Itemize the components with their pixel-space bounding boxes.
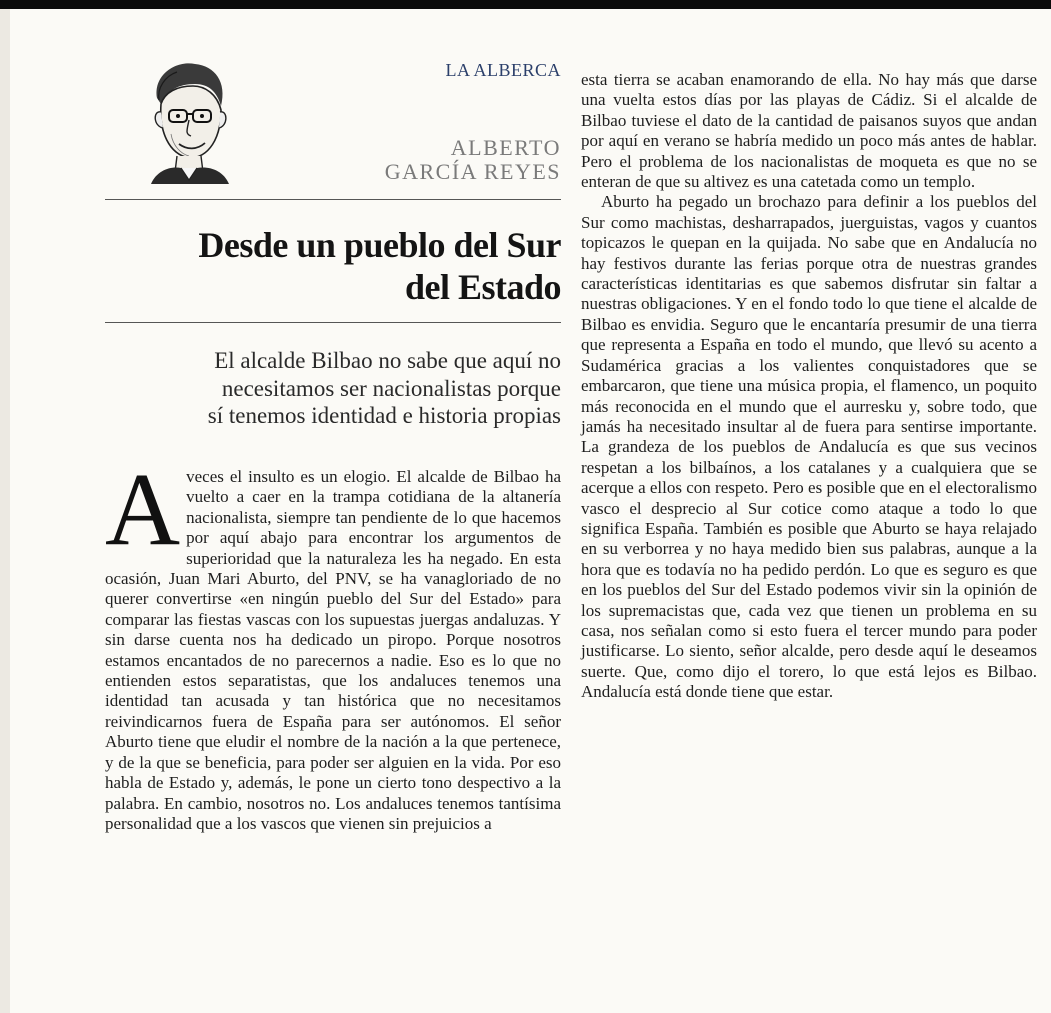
divider-rule [105,199,561,200]
author-byline [385,136,561,184]
author-first-name: ALBERTO [450,135,561,160]
article-body-left [105,452,561,834]
article-headline [198,224,561,308]
body-paragraph: Aburto ha pegado un brochazo para definir a los pueblos del Sur como machistas, desharrapados, juerguistas, vagos y cuantos topicazos le quepan en la quijada. No sabe que en Andalucía no hay festivos durante las ferias porque otra de nuestras grandes características identitarias es que sabemos disfrutar sin faltar a nuestras obligaciones. Y en el fondo todo lo que tiene el alcalde de Bilbao es envidia. Seguro que le encantaría presumir de una tierra que representa a España en todo el mundo, que llevó su acento a Sudamérica gracias a los valientes conquistadores que se embarcaron, que tiene una música propia, el flamenco, un poquito más reconocida en el mundo que el aurresku y, sobre todo, que jamás ha necesitado insultar al de fuera para sentirse importante. La grandeza de los pueblos de Andalucía es que sus vecinos respetan a los bilbaínos, a los catalanes y a cualquiera que se acerque a ellos con respeto. Pero es posible que en el electoralismo vasco el desprecio al Sur cotice como ataque a todo lo que significa España. También es posible que Aburto se haya relajado en su verborrea y no haya medido bien sus palabras, aunque a la hora que es todavía no ha pedido perdón. Lo que es seguro es que en los pueblos del Sur del Estado podemos vivir sin la opinión de los supremacistas que, cada vez que tienen un problema en su casa, nos señalan como si esto fuera el tercer mundo para poder justificarse. Lo siento, señor alcalde, pero desde aquí le deseamos suerte. Que, como dijo el torero, lo que está lejos es Bilbao. Andalucía está donde tiene que estar. [581,192,1037,702]
newspaper-page [10,9,1051,1013]
body-paragraph: esta tierra se acaban enamorando de ella. No hay más que darse una vuelta estos días por las playas de Cádiz. Si el alcalde de Bilbao tuviese el dato de la cantidad de paisanos suyos que andan por aquí en verano se habría medido un poco más antes de hablar. Pero el problema de los nacionalistas de moqueta es que no se enteran de que su altivez es una catetada como un templo. [581,70,1037,192]
drop-cap: A [105,452,181,567]
article-subheadline [208,347,561,430]
column-section-name: LA ALBERCA [445,60,561,80]
subheadline-line-1: El alcalde Bilbao no sabe que aquí no [214,348,561,373]
headline-line-2: del Estado [404,267,561,307]
page-edge-shadow [0,9,10,1013]
window-top-bar [0,0,1051,9]
article-body-right [581,70,1037,703]
subheadline-line-3: sí tenemos identidad e historia propias [207,403,561,428]
divider-rule [105,322,561,323]
author-portrait-sketch [131,54,243,184]
author-last-name: GARCÍA REYES [384,159,561,184]
headline-line-1: Desde un pueblo del Sur [198,225,561,265]
body-paragraph: veces el insulto es un elogio. El alcalde de Bilbao ha vuelto a caer en la trampa cotidiana de la altanería nacionalista, siempre tan pendiente de lo que hacemos por aquí abajo para encontrar los argumentos de superioridad que la naturaleza les ha negado. En esta ocasión, Juan Mari Aburto, del PNV, se ha vanagloriado de no querer convertirse «en ningún pueblo del Sur del Estado» para comparar las fiestas vascas con los supuestas juergas andaluzas. Y sin darse cuenta nos ha dedicado un piropo. Porque nosotros estamos encantados de no parecernos a nadie. Eso es lo que no entienden estos separatistas, que los andaluces tenemos una identidad tan acusada y tan histórica que no necesitamos reivindicarnos fuera de España para ser autónomos. El señor Aburto tiene que eludir el nombre de la nación a la que pertenece, y de la que se beneficia, para poder ser alguien en la vida. Por eso habla de Estado y, además, le pone un cierto tono despectivo a la palabra. En cambio, nosotros no. Los andaluces tenemos tantísima personalidad que a los vascos que vienen sin prejuicios a [105,467,561,833]
subheadline-line-2: necesitamos ser nacionalistas porque [221,375,561,401]
